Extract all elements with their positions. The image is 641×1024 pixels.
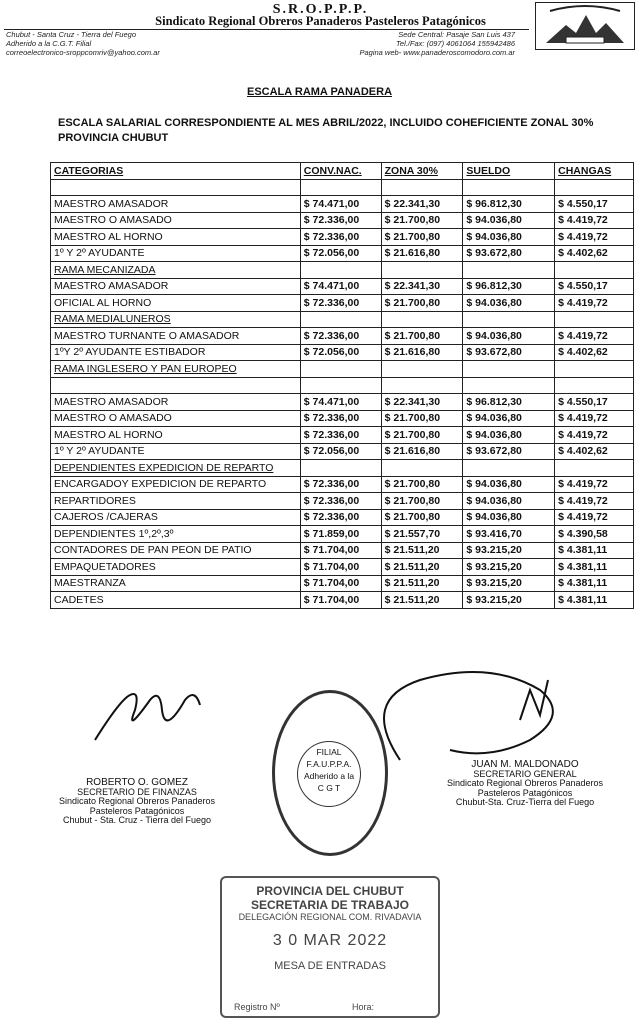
zona-cell: $ 21.511,20 bbox=[381, 592, 463, 609]
table-row bbox=[51, 196, 634, 213]
column-header: CONV.NAC. bbox=[300, 163, 381, 180]
sueldo-cell: $ 94.036,80 bbox=[463, 295, 555, 312]
letterhead bbox=[0, 0, 641, 58]
table-body bbox=[51, 179, 634, 608]
sueldo-cell: $ 94.036,80 bbox=[463, 509, 555, 526]
table-row bbox=[51, 377, 634, 394]
category-cell: DEPENDIENTES EXPEDICION DE REPARTO bbox=[51, 460, 301, 477]
stamp-registro-label: Registro Nº bbox=[234, 1002, 280, 1012]
conv-nac-cell: $ 72.336,00 bbox=[300, 476, 381, 493]
signatory-name: ROBERTO O. GOMEZ bbox=[86, 777, 188, 788]
sueldo-cell: $ 93.672,80 bbox=[463, 443, 555, 460]
category-cell: CONTADORES DE PAN PEON DE PATIO bbox=[51, 542, 301, 559]
conv-nac-cell bbox=[300, 377, 381, 394]
zona-cell bbox=[381, 311, 463, 328]
zona-cell: $ 21.700,80 bbox=[381, 410, 463, 427]
union-logo bbox=[535, 2, 635, 50]
sueldo-cell: $ 93.672,80 bbox=[463, 245, 555, 262]
stamp-date: 3 0 MAR 2022 bbox=[272, 932, 388, 949]
zona-cell: $ 21.511,20 bbox=[381, 542, 463, 559]
conv-nac-cell: $ 72.336,00 bbox=[300, 295, 381, 312]
conv-nac-cell bbox=[300, 361, 381, 378]
changas-cell bbox=[555, 361, 634, 378]
category-cell: DEPENDIENTES 1º,2º,3º bbox=[51, 526, 301, 543]
union-seal-stamp bbox=[272, 690, 388, 856]
sueldo-cell: $ 93.215,20 bbox=[463, 542, 555, 559]
table-row bbox=[51, 344, 634, 361]
conv-nac-cell: $ 72.056,00 bbox=[300, 344, 381, 361]
org-acronym: S.R.O.P.P.P. bbox=[272, 2, 369, 17]
document-title: ESCALA RAMA PANADERA bbox=[247, 86, 393, 98]
signatory-org: Sindicato Regional Obreros Panaderos bbox=[446, 778, 604, 788]
stamp-line: PROVINCIA DEL CHUBUT bbox=[256, 884, 404, 898]
conv-nac-cell: $ 72.336,00 bbox=[300, 509, 381, 526]
sueldo-cell bbox=[463, 311, 555, 328]
signatory-name: JUAN M. MALDONADO bbox=[471, 759, 579, 770]
category-cell: MAESTRO AL HORNO bbox=[51, 229, 301, 246]
header-left-line: Adherido a la C.G.T. Filial bbox=[6, 39, 92, 48]
table-row bbox=[51, 476, 634, 493]
sueldo-cell: $ 94.036,80 bbox=[463, 212, 555, 229]
document-subtitle bbox=[58, 116, 593, 146]
column-header: SUELDO bbox=[463, 163, 555, 180]
table-row bbox=[51, 394, 634, 411]
seal-text: C G T bbox=[317, 783, 341, 793]
zona-cell: $ 21.511,20 bbox=[381, 559, 463, 576]
conv-nac-cell: $ 71.704,00 bbox=[300, 575, 381, 592]
conv-nac-cell: $ 71.859,00 bbox=[300, 526, 381, 543]
seal-text: F.A.U.P.P.A. bbox=[306, 759, 352, 769]
zona-cell bbox=[381, 377, 463, 394]
changas-cell: $ 4.419,72 bbox=[555, 476, 634, 493]
sueldo-cell bbox=[463, 460, 555, 477]
conv-nac-cell: $ 72.336,00 bbox=[300, 427, 381, 444]
zona-cell: $ 21.511,20 bbox=[381, 575, 463, 592]
table-row bbox=[51, 542, 634, 559]
conv-nac-cell: $ 72.336,00 bbox=[300, 229, 381, 246]
zona-cell bbox=[381, 361, 463, 378]
seal-text: FILIAL bbox=[316, 747, 342, 757]
zona-cell: $ 21.700,80 bbox=[381, 493, 463, 510]
changas-cell: $ 4.419,72 bbox=[555, 328, 634, 345]
table-section-row bbox=[51, 311, 634, 328]
column-header: ZONA 30% bbox=[381, 163, 463, 180]
conv-nac-cell: $ 71.704,00 bbox=[300, 542, 381, 559]
changas-cell: $ 4.419,72 bbox=[555, 212, 634, 229]
header-left-line: Chubut - Santa Cruz - Tierra del Fuego bbox=[6, 30, 136, 39]
zona-cell: $ 22.341,30 bbox=[381, 394, 463, 411]
zona-cell: $ 21.616,80 bbox=[381, 245, 463, 262]
signatory-org: Pasteleros Patagónicos bbox=[89, 805, 185, 816]
changas-cell: $ 4.402,62 bbox=[555, 344, 634, 361]
category-cell: ENCARGADOY EXPEDICION DE REPARTO bbox=[51, 476, 301, 493]
changas-cell: $ 4.550,17 bbox=[555, 394, 634, 411]
zona-cell: $ 21.700,80 bbox=[381, 295, 463, 312]
header-left-info bbox=[6, 30, 160, 57]
category-cell bbox=[51, 377, 301, 394]
conv-nac-cell bbox=[300, 311, 381, 328]
zona-cell: $ 21.700,80 bbox=[381, 328, 463, 345]
category-cell: 1º Y 2º AYUDANTE bbox=[51, 245, 301, 262]
sueldo-cell: $ 94.036,80 bbox=[463, 476, 555, 493]
subtitle-line: ESCALA SALARIAL CORRESPONDIENTE AL MES ABRIL/2022, INCLUIDO COHEFICIENTE ZONAL 30% bbox=[58, 117, 594, 129]
changas-cell bbox=[555, 311, 634, 328]
changas-cell bbox=[555, 460, 634, 477]
changas-cell bbox=[555, 179, 634, 196]
sueldo-cell: $ 96.812,30 bbox=[463, 278, 555, 295]
changas-cell: $ 4.402,62 bbox=[555, 245, 634, 262]
zona-cell: $ 21.700,80 bbox=[381, 427, 463, 444]
conv-nac-cell: $ 72.056,00 bbox=[300, 443, 381, 460]
table-row bbox=[51, 443, 634, 460]
stamp-line: MESA DE ENTRADAS bbox=[274, 960, 386, 972]
table-row bbox=[51, 575, 634, 592]
category-cell: CADETES bbox=[51, 592, 301, 609]
table-row bbox=[51, 493, 634, 510]
sueldo-cell bbox=[463, 262, 555, 279]
changas-cell bbox=[555, 262, 634, 279]
category-cell: CAJEROS /CAJERAS bbox=[51, 509, 301, 526]
zona-cell: $ 22.341,30 bbox=[381, 196, 463, 213]
category-cell: MAESTRO O AMASADO bbox=[51, 212, 301, 229]
sueldo-cell: $ 93.215,20 bbox=[463, 575, 555, 592]
category-cell: EMPAQUETADORES bbox=[51, 559, 301, 576]
zona-cell: $ 21.700,80 bbox=[381, 212, 463, 229]
zona-cell: $ 21.616,80 bbox=[381, 344, 463, 361]
changas-cell: $ 4.419,72 bbox=[555, 410, 634, 427]
sueldo-cell: $ 93.215,20 bbox=[463, 559, 555, 576]
conv-nac-cell bbox=[300, 179, 381, 196]
sueldo-cell: $ 94.036,80 bbox=[463, 328, 555, 345]
category-cell: MAESTRO TURNANTE O AMASADOR bbox=[51, 328, 301, 345]
seal-center bbox=[297, 741, 361, 807]
table-row bbox=[51, 245, 634, 262]
table-row bbox=[51, 179, 634, 196]
category-cell: 1ºY 2º AYUDANTE ESTIBADOR bbox=[51, 344, 301, 361]
conv-nac-cell: $ 71.704,00 bbox=[300, 592, 381, 609]
header-right-line: Tel./Fax: (097) 4061064 155942486 bbox=[396, 39, 515, 48]
subtitle-line: PROVINCIA CHUBUT bbox=[58, 132, 169, 144]
zona-cell: $ 21.700,80 bbox=[381, 229, 463, 246]
table-row bbox=[51, 427, 634, 444]
sueldo-cell: $ 96.812,30 bbox=[463, 394, 555, 411]
zona-cell: $ 21.616,80 bbox=[381, 443, 463, 460]
category-cell: RAMA MEDIALUNEROS bbox=[51, 311, 301, 328]
category-cell: MAESTRO O AMASADO bbox=[51, 410, 301, 427]
table-row bbox=[51, 509, 634, 526]
reception-stamp bbox=[220, 876, 440, 1018]
table-section-row bbox=[51, 361, 634, 378]
table-row bbox=[51, 559, 634, 576]
changas-cell: $ 4.381,11 bbox=[555, 542, 634, 559]
category-cell: MAESTRO AMASADOR bbox=[51, 196, 301, 213]
conv-nac-cell: $ 72.336,00 bbox=[300, 493, 381, 510]
zona-cell: $ 21.557,70 bbox=[381, 526, 463, 543]
table-row bbox=[51, 295, 634, 312]
sueldo-cell: $ 93.215,20 bbox=[463, 592, 555, 609]
changas-cell: $ 4.419,72 bbox=[555, 295, 634, 312]
sueldo-cell: $ 93.416,70 bbox=[463, 526, 555, 543]
conv-nac-cell: $ 74.471,00 bbox=[300, 394, 381, 411]
changas-cell: $ 4.419,72 bbox=[555, 509, 634, 526]
signatory-org: Sindicato Regional Obreros Panaderos bbox=[58, 796, 216, 806]
changas-cell: $ 4.390,58 bbox=[555, 526, 634, 543]
table-header-row bbox=[51, 163, 634, 180]
conv-nac-cell: $ 72.056,00 bbox=[300, 245, 381, 262]
stamp-line: SECRETARIA DE TRABAJO bbox=[250, 898, 409, 912]
changas-cell: $ 4.381,11 bbox=[555, 592, 634, 609]
header-right-line: Sede Central: Pasaje San Luis 437 bbox=[398, 30, 515, 39]
signatory-role: SECRETARIO GENERAL bbox=[473, 768, 577, 779]
signature-left-scribble bbox=[90, 680, 210, 750]
conv-nac-cell: $ 72.336,00 bbox=[300, 212, 381, 229]
table-row bbox=[51, 212, 634, 229]
conv-nac-cell: $ 72.336,00 bbox=[300, 328, 381, 345]
header-right-info bbox=[360, 30, 516, 57]
category-cell: OFICIAL AL HORNO bbox=[51, 295, 301, 312]
zona-cell bbox=[381, 460, 463, 477]
changas-cell: $ 4.550,17 bbox=[555, 196, 634, 213]
sueldo-cell: $ 94.036,80 bbox=[463, 493, 555, 510]
changas-cell bbox=[555, 377, 634, 394]
changas-cell: $ 4.381,11 bbox=[555, 559, 634, 576]
sueldo-cell bbox=[463, 361, 555, 378]
signatory-role: SECRETARIO DE FINANZAS bbox=[77, 786, 197, 797]
signatory-org: Chubut - Sta. Cruz - Tierra del Fuego bbox=[62, 815, 212, 825]
category-cell: MAESTRO AMASADOR bbox=[51, 394, 301, 411]
header-left-line: correoelectronico-sroppcomriv@yahoo.com.ar bbox=[6, 48, 160, 57]
category-cell bbox=[51, 179, 301, 196]
stamp-hora-label: Hora: bbox=[352, 1002, 375, 1012]
conv-nac-cell: $ 71.704,00 bbox=[300, 559, 381, 576]
category-cell: MAESTRANZA bbox=[51, 575, 301, 592]
sueldo-cell: $ 94.036,80 bbox=[463, 410, 555, 427]
changas-cell: $ 4.550,17 bbox=[555, 278, 634, 295]
conv-nac-cell: $ 74.471,00 bbox=[300, 196, 381, 213]
sueldo-cell: $ 93.672,80 bbox=[463, 344, 555, 361]
zona-cell bbox=[381, 262, 463, 279]
sueldo-cell: $ 94.036,80 bbox=[463, 229, 555, 246]
signature-right-scribble bbox=[370, 660, 570, 770]
column-header: CATEGORIAS bbox=[51, 163, 301, 180]
category-cell: REPARTIDORES bbox=[51, 493, 301, 510]
changas-cell: $ 4.381,11 bbox=[555, 575, 634, 592]
sueldo-cell: $ 94.036,80 bbox=[463, 427, 555, 444]
table-section-row bbox=[51, 262, 634, 279]
signatory-org: Pasteleros Patagónicos bbox=[477, 787, 573, 798]
sueldo-cell bbox=[463, 377, 555, 394]
category-cell: MAESTRO AMASADOR bbox=[51, 278, 301, 295]
changas-cell: $ 4.419,72 bbox=[555, 229, 634, 246]
conv-nac-cell: $ 74.471,00 bbox=[300, 278, 381, 295]
sueldo-cell bbox=[463, 179, 555, 196]
changas-cell: $ 4.419,72 bbox=[555, 427, 634, 444]
category-cell: RAMA INGLESERO Y PAN EUROPEO bbox=[51, 361, 301, 378]
conv-nac-cell: $ 72.336,00 bbox=[300, 410, 381, 427]
table-row bbox=[51, 278, 634, 295]
category-cell: RAMA MECANIZADA bbox=[51, 262, 301, 279]
signatory-org: Chubut-Sta. Cruz-Tierra del Fuego bbox=[455, 797, 595, 807]
zona-cell: $ 21.700,80 bbox=[381, 476, 463, 493]
table-row bbox=[51, 410, 634, 427]
table-row bbox=[51, 229, 634, 246]
column-header: CHANGAS bbox=[555, 163, 634, 180]
table-row bbox=[51, 328, 634, 345]
category-cell: 1º Y 2º AYUDANTE bbox=[51, 443, 301, 460]
header-right-line: Pagina web- www.panaderoscomodoro.com.ar bbox=[359, 48, 515, 57]
conv-nac-cell bbox=[300, 460, 381, 477]
zona-cell: $ 21.700,80 bbox=[381, 509, 463, 526]
seal-text: Adherido a la bbox=[303, 771, 355, 781]
salary-table bbox=[50, 162, 634, 609]
table-section-row bbox=[51, 460, 634, 477]
sueldo-cell: $ 96.812,30 bbox=[463, 196, 555, 213]
signature-left bbox=[52, 778, 222, 826]
changas-cell: $ 4.419,72 bbox=[555, 493, 634, 510]
zona-cell bbox=[381, 179, 463, 196]
org-name: Sindicato Regional Obreros Panaderos Pasteleros Patagónicos bbox=[155, 14, 486, 28]
changas-cell: $ 4.402,62 bbox=[555, 443, 634, 460]
zona-cell: $ 22.341,30 bbox=[381, 278, 463, 295]
stamp-line: DELEGACIÓN REGIONAL COM. RIVADAVIA bbox=[238, 912, 422, 922]
category-cell: MAESTRO AL HORNO bbox=[51, 427, 301, 444]
table-row bbox=[51, 592, 634, 609]
signature-right bbox=[440, 760, 610, 808]
conv-nac-cell bbox=[300, 262, 381, 279]
table-row bbox=[51, 526, 634, 543]
